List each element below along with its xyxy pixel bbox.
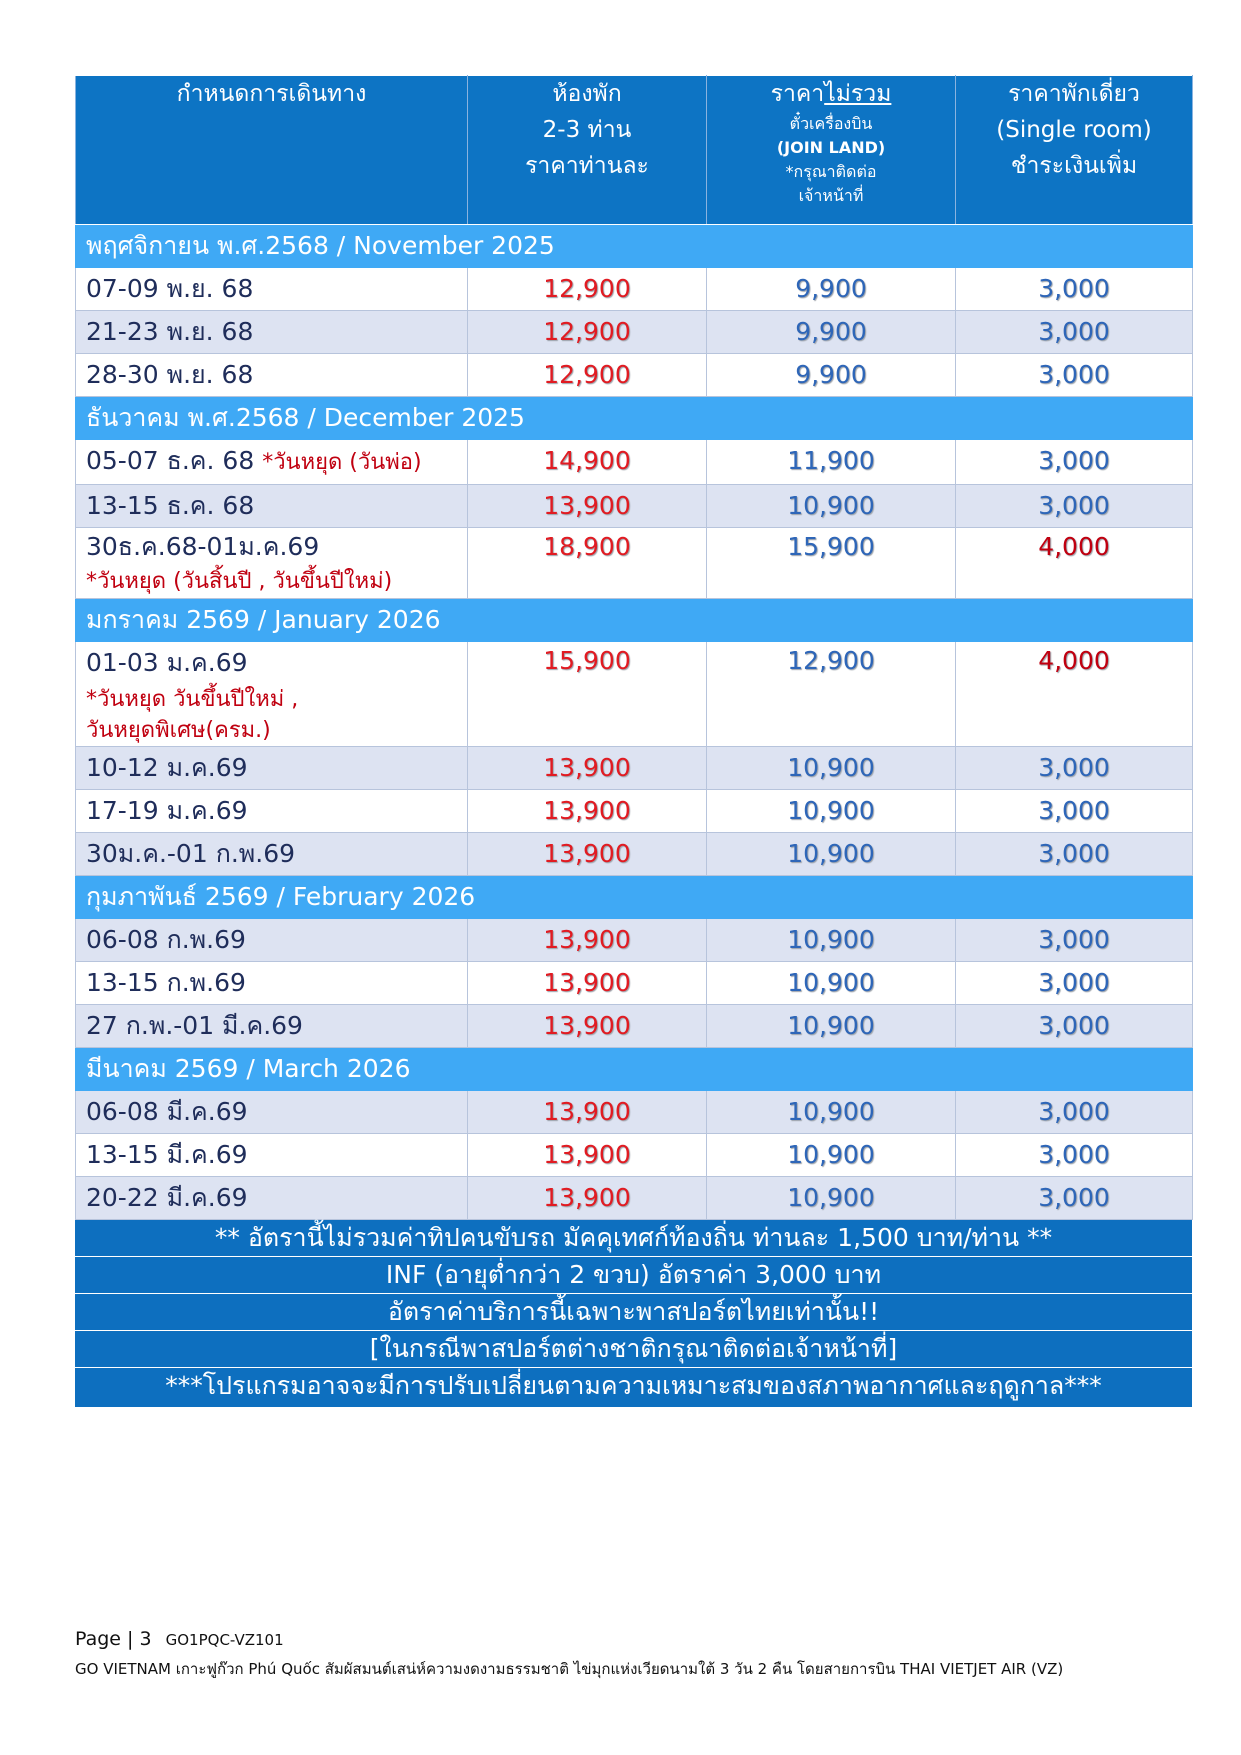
program-code: GO1PQC-VZ101	[165, 1631, 284, 1649]
table-row	[76, 528, 1193, 599]
single-room-cell: 3,000	[956, 790, 1193, 833]
date-cell: 28-30 พ.ย. 68	[76, 354, 468, 397]
single-room-cell: 4,000	[956, 528, 1193, 599]
price-cell: 13,900	[468, 747, 707, 790]
page-footer	[75, 1628, 284, 1650]
price-cell: 13,900	[468, 1005, 707, 1048]
date-cell: 27 ก.พ.-01 มี.ค.69	[76, 1005, 468, 1048]
table-row	[76, 833, 1193, 876]
holiday-note: *วันหยุด (วันพ่อ)	[262, 450, 422, 475]
note-foreign-passport: [ในกรณีพาสปอร์ตต่างชาติกรุณาติดต่อเจ้าหน้าที่]	[75, 1330, 1192, 1367]
single-room-cell: 3,000	[956, 833, 1193, 876]
single-room-cell: 3,000	[956, 485, 1193, 528]
date-cell	[76, 528, 468, 599]
table-row	[76, 790, 1193, 833]
join-land-cell: 10,900	[707, 1091, 956, 1134]
table-row	[76, 485, 1193, 528]
program-description: GO VIETNAM เกาะฟูก๊วก Phú Quốc สัมผัสมนต์เสน่ห์ความงดงามธรรมชาติ ไข่มุกแห่งเวียดนามใต้ 3 วัน 2 คืน โดยสายการบิน THAI VIETJET AIR (VZ)	[75, 1660, 1064, 1678]
header-col3-underlined: ไม่รวม	[824, 81, 892, 107]
month-row-february	[76, 876, 1193, 919]
date-cell: 07-09 พ.ย. 68	[76, 268, 468, 311]
price-cell: 13,900	[468, 833, 707, 876]
note-thai-passport: อัตราค่าบริการนี้เฉพาะพาสปอร์ตไทยเท่านั้น!!	[75, 1293, 1192, 1330]
price-cell: 12,900	[468, 311, 707, 354]
price-cell: 13,900	[468, 919, 707, 962]
date-cell: 20-22 มี.ค.69	[76, 1177, 468, 1220]
page-number: Page | 3	[75, 1628, 152, 1650]
header-join-land	[707, 76, 956, 225]
month-row-november	[76, 225, 1193, 268]
price-cell: 14,900	[468, 440, 707, 485]
single-room-cell: 3,000	[956, 747, 1193, 790]
join-land-cell: 10,900	[707, 1177, 956, 1220]
date-cell	[76, 440, 468, 485]
single-room-cell: 3,000	[956, 354, 1193, 397]
single-room-cell: 3,000	[956, 962, 1193, 1005]
join-land-cell: 9,900	[707, 311, 956, 354]
holiday-note: *วันหยุด (วันสิ้นปี , วันขึ้นปีใหม่)	[86, 569, 393, 594]
join-land-cell: 10,900	[707, 1134, 956, 1177]
header-col4-line2: (Single room)	[996, 117, 1152, 143]
header-col3-prefix: ราคา	[770, 81, 825, 107]
date-cell: 17-19 ม.ค.69	[76, 790, 468, 833]
header-col3-line3: (JOIN LAND)	[776, 138, 886, 157]
price-cell: 15,900	[468, 642, 707, 747]
single-room-cell: 3,000	[956, 1134, 1193, 1177]
join-land-cell: 10,900	[707, 919, 956, 962]
table-body	[76, 225, 1193, 1220]
price-cell: 13,900	[468, 790, 707, 833]
join-land-cell: 10,900	[707, 833, 956, 876]
join-land-cell: 10,900	[707, 790, 956, 833]
join-land-cell: 10,900	[707, 747, 956, 790]
date-cell: 06-08 ก.พ.69	[76, 919, 468, 962]
table-header	[76, 76, 1193, 225]
single-room-cell: 3,000	[956, 268, 1193, 311]
month-row-march	[76, 1048, 1193, 1091]
holiday-note-2: วันหยุดพิเศษ(ครม.)	[86, 718, 271, 743]
month-row-january	[76, 599, 1193, 642]
table-row	[76, 268, 1193, 311]
single-room-cell: 3,000	[956, 311, 1193, 354]
header-col3-line5: เจ้าหน้าที่	[798, 186, 864, 205]
table-row	[76, 747, 1193, 790]
join-land-cell: 9,900	[707, 354, 956, 397]
single-room-cell: 3,000	[956, 1091, 1193, 1134]
header-col2-line1: ห้องพัก	[552, 81, 622, 107]
date-cell: 13-15 มี.ค.69	[76, 1134, 468, 1177]
single-room-cell: 3,000	[956, 919, 1193, 962]
join-land-cell: 12,900	[707, 642, 956, 747]
join-land-cell: 9,900	[707, 268, 956, 311]
price-cell: 13,900	[468, 1091, 707, 1134]
header-col4-line1: ราคาพักเดี่ยว	[1008, 81, 1140, 107]
note-tip: ** อัตรานี้ไม่รวมค่าทิปคนขับรถ มัคคุเทศก์ท้องถิ่น ท่านละ 1,500 บาท/ท่าน **	[214, 1223, 1053, 1252]
price-cell: 13,900	[468, 1134, 707, 1177]
note-program-change: ***โปรแกรมอาจจะมีการปรับเปลี่ยนตามความเหมาะสมของสภาพอากาศและฤดูกาล***	[75, 1367, 1192, 1404]
date-cell	[76, 642, 468, 747]
holiday-note: *วันหยุด วันขึ้นปีใหม่ ,	[86, 687, 299, 712]
date-cell: 13-15 ธ.ค. 68	[76, 485, 468, 528]
table-row	[76, 1177, 1193, 1220]
conditions-box	[75, 1220, 1192, 1407]
join-land-cell: 10,900	[707, 962, 956, 1005]
month-title: ธันวาคม พ.ศ.2568 / December 2025	[76, 397, 1193, 440]
table-row	[76, 440, 1193, 485]
header-col3-line1	[707, 76, 955, 112]
table-row	[76, 1005, 1193, 1048]
date-cell: 10-12 ม.ค.69	[76, 747, 468, 790]
price-table	[75, 75, 1193, 1220]
month-row-december	[76, 397, 1193, 440]
date-cell: 13-15 ก.พ.69	[76, 962, 468, 1005]
table-row	[76, 311, 1193, 354]
single-room-cell: 4,000	[956, 642, 1193, 747]
header-col1: กำหนดการเดินทาง	[176, 81, 367, 107]
price-cell: 12,900	[468, 268, 707, 311]
date-cell: 21-23 พ.ย. 68	[76, 311, 468, 354]
header-room-price	[468, 76, 707, 225]
price-cell: 13,900	[468, 962, 707, 1005]
price-cell: 13,900	[468, 1177, 707, 1220]
table-row	[76, 1134, 1193, 1177]
table-row	[76, 1091, 1193, 1134]
month-title: มกราคม 2569 / January 2026	[76, 599, 1193, 642]
header-travel-dates	[76, 76, 468, 225]
table-row	[76, 354, 1193, 397]
join-land-cell: 15,900	[707, 528, 956, 599]
month-title: มีนาคม 2569 / March 2026	[76, 1048, 1193, 1091]
single-room-cell: 3,000	[956, 440, 1193, 485]
table-row	[76, 642, 1193, 747]
price-cell: 12,900	[468, 354, 707, 397]
date-cell: 30ม.ค.-01 ก.พ.69	[76, 833, 468, 876]
single-room-cell: 3,000	[956, 1177, 1193, 1220]
join-land-cell: 10,900	[707, 1005, 956, 1048]
header-col3-line4: *กรุณาติดต่อ	[785, 162, 877, 181]
single-room-cell: 3,000	[956, 1005, 1193, 1048]
join-land-cell: 10,900	[707, 485, 956, 528]
month-title: กุมภาพันธ์ 2569 / February 2026	[76, 876, 1193, 919]
table-row	[76, 962, 1193, 1005]
price-cell: 18,900	[468, 528, 707, 599]
header-col4-line3: ชำระเงินเพิ่ม	[1010, 153, 1138, 179]
date-text: 01-03 ม.ค.69	[86, 648, 248, 677]
note-infant: INF (อายุต่ำกว่า 2 ขวบ) อัตราค่า 3,000 บาท	[75, 1256, 1192, 1293]
table-row	[76, 919, 1193, 962]
header-col2-line3: ราคาท่านละ	[525, 153, 649, 179]
date-text: 05-07 ธ.ค. 68	[86, 446, 255, 475]
header-col2-line2: 2-3 ท่าน	[542, 117, 632, 143]
header-single-room	[956, 76, 1193, 225]
date-cell: 06-08 มี.ค.69	[76, 1091, 468, 1134]
join-land-cell: 11,900	[707, 440, 956, 485]
header-col3-line2: ตั๋วเครื่องบิน	[789, 114, 873, 133]
price-cell: 13,900	[468, 485, 707, 528]
month-title: พฤศจิกายน พ.ศ.2568 / November 2025	[76, 225, 1193, 268]
date-text: 30ธ.ค.68-01ม.ค.69	[86, 532, 320, 561]
